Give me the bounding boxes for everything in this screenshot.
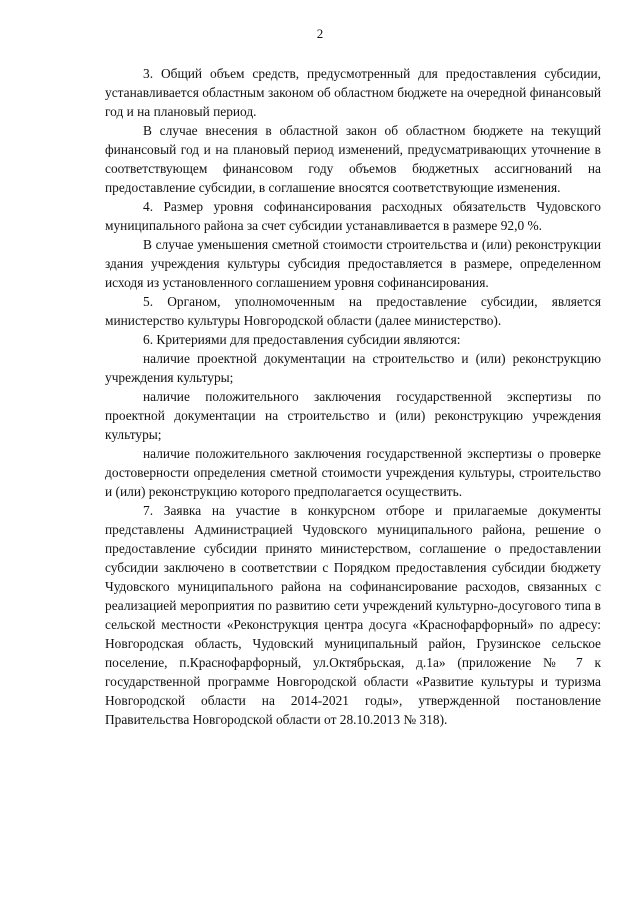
paragraph-3-total-funds: 3. Общий объем средств, предусмотренный для предоставления субсидии, устанавливается областным законом об областном бюджете на очередной финансовый год и на плановый период.: [105, 66, 601, 119]
paragraph-5-authorized-body: 5. Органом, уполномоченным на предоставление субсидии, является министерство культуры Новгородской области (далее министерство).: [105, 294, 601, 328]
paragraph-4-cofinancing-level: 4. Размер уровня софинансирования расходных обязательств Чудовского муниципального района за счет субсидии устанавливается в размере 92,0 %.: [105, 199, 601, 233]
paragraph-cost-reduction: В случае уменьшения сметной стоимости строительства и (или) реконструкции здания учреждения культуры субсидия предоставляется в размере, определенном исходя из установленного соглашением уровня софинансирования.: [105, 237, 601, 290]
document-body: [105, 64, 601, 729]
criterion-project-documentation: наличие проектной документации на строительство и (или) реконструкцию учреждения культуры;: [105, 351, 601, 385]
criterion-positive-expertise: наличие положительного заключения государственной экспертизы по проектной документации на строительство и (или) реконструкцию учреждения культуры;: [105, 389, 601, 442]
paragraph-budget-changes: В случае внесения в областной закон об областном бюджете на текущий финансовый год и на плановый период изменений, предусматривающих уточнение в соответствующем финансовом году объемов бюджетных ассигнований на предоставление субсидии, в соглашение вносятся соответствующие изменения.: [105, 123, 601, 195]
paragraph-7-application: 7. Заявка на участие в конкурсном отборе и прилагаемые документы представлены Администрацией Чудовского муниципального района, решение о предоставление субсидии принято министерством, соглашение о предоставлении субсидии заключено в соответствии с Порядком предоставления субсидии бюджету Чудовского муниципального района на софинансирование расходов, связанных с реализацией мероприятия по развитию сети учреждений культурно-досугового типа в сельской местности «Реконструкция центра досуга «Краснофарфорный» по адресу: Новгородская область, Чудовский муниципальный район, Грузинское сельское поселение, п.Краснофарфорный, ул.Октябрьская, д.1а» (приложение № 7 к государственной программе Новгородской области «Развитие культуры и туризма Новгородской области на 2014-2021 годы», утвержденной постановление Правительства Новгородской области от 28.10.2013 № 318).: [105, 503, 601, 727]
paragraph-6-criteria-heading: 6. Критериями для предоставления субсидии являются:: [143, 332, 461, 347]
page-number: 2: [316, 26, 324, 41]
criterion-cost-verification: наличие положительного заключения государственной экспертизы о проверке достоверности определения сметной стоимости учреждения культуры, строительство и (или) реконструкцию которого предполагается осуществить.: [105, 446, 601, 499]
